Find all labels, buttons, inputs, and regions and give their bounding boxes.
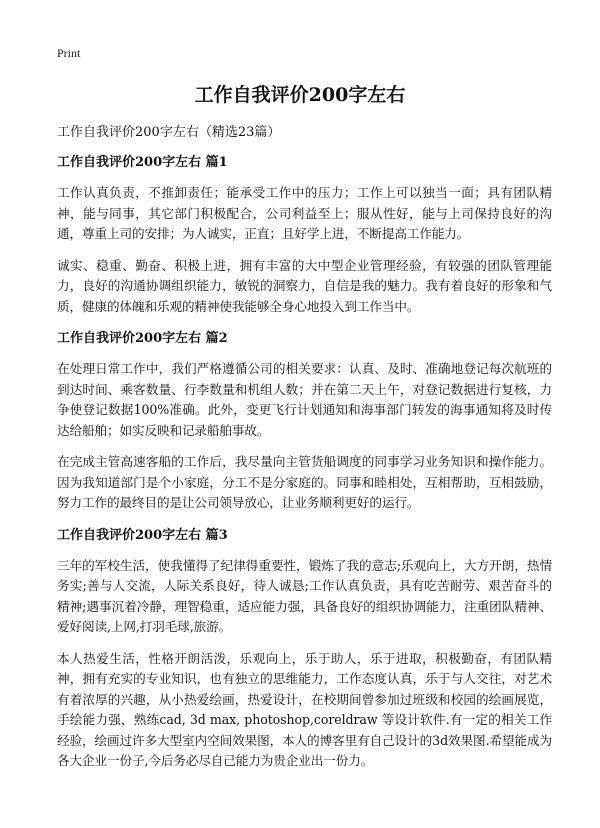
print-label: Print (57, 46, 81, 60)
paragraph: 三年的军校生活，使我懂得了纪律得重要性，锻炼了我的意志;乐观向上，大方开朗，热情务实;善与人交流，人际关系良好，待人诚恳;工作认真负责，具有吃苦耐劳、艰苦奋斗的精神;遇事沉着冷静，理智稳重，适应能力强，具备良好的组织协调能力，注重团队精神、爱好阅读,上网,打羽毛球,旅游。 (57, 557, 552, 634)
paragraph: 在处理日常工作中，我们严格遵循公司的相关要求：认真、及时、准确地登记每次航班的到达时间、乘客数量、行李数量和机组人数；并在第二天上午，对登记数据进行复核，力争使登记数据100%准确。此外，变更飞行计划通知和海事部门转发的海事通知将及时传达给船舶；如实反映和记录船舶事故。 (57, 361, 552, 438)
page-title: 工作自我评价200字左右 (194, 84, 406, 106)
document-subtitle: 工作自我评价200字左右（精选23篇） (57, 125, 281, 140)
paragraph: 诚实、稳重、勤奋、积极上进，拥有丰富的大中型企业管理经验，有较强的团队管理能力，良好的沟通协调组织能力，敏锐的洞察力，自信是我的魅力。我有着良好的形象和气质，健康的体魄和乐观的精神使我能够全身心地投入到工作当中。 (57, 257, 552, 314)
section-1 (57, 154, 552, 317)
document-body (57, 124, 552, 783)
section-3 (57, 527, 552, 772)
section-2 (57, 330, 552, 514)
section-heading: 工作自我评价200字左右 篇3 (57, 527, 228, 543)
paragraph: 工作认真负责，不推卸责任；能承受工作中的压力；工作上可以独当一面；具有团队精神，能与同事，其它部门积极配合，公司利益至上；服从性好，能与上司保持良好的沟通，尊重上司的安排；为人诚实，正直；且好学上进，不断提高工作能力。 (57, 185, 552, 241)
section-heading: 工作自我评价200字左右 篇1 (57, 155, 228, 170)
paragraph: 在完成主管高速客船的工作后，我尽量向主管货船调度的同事学习业务知识和操作能力。因为我知道部门是个小家庭，分工不是分家庭的。同事和睦相处，互相帮助，互相鼓励，努力工作的最终目的是让公司领导放心，让业务顺利更好的运行。 (57, 454, 552, 510)
section-heading: 工作自我评价200字左右 篇2 (57, 331, 228, 346)
paragraph: 本人热爱生活，性格开朗活泼，乐观向上，乐于助人，乐于进取，积极勤奋，有团队精神，拥有充实的专业知识，也有独立的思维能力，工作态度认真，乐于与人交往，对艺术有着浓厚的兴趣，从小热爱绘画，热爱设计，在校期间曾参加过班级和校园的绘画展览，手绘能力强，熟练cad, 3d max, photoshop,coreldraw 等设计软件.有一定的相关工作经验，绘画过许多大型室内空间效果图，本人的博客里有自己设计的3d效果图.希望能成为各大企业一份子,今后务必尽自己能力为贵企业出一份力。 (57, 650, 552, 768)
